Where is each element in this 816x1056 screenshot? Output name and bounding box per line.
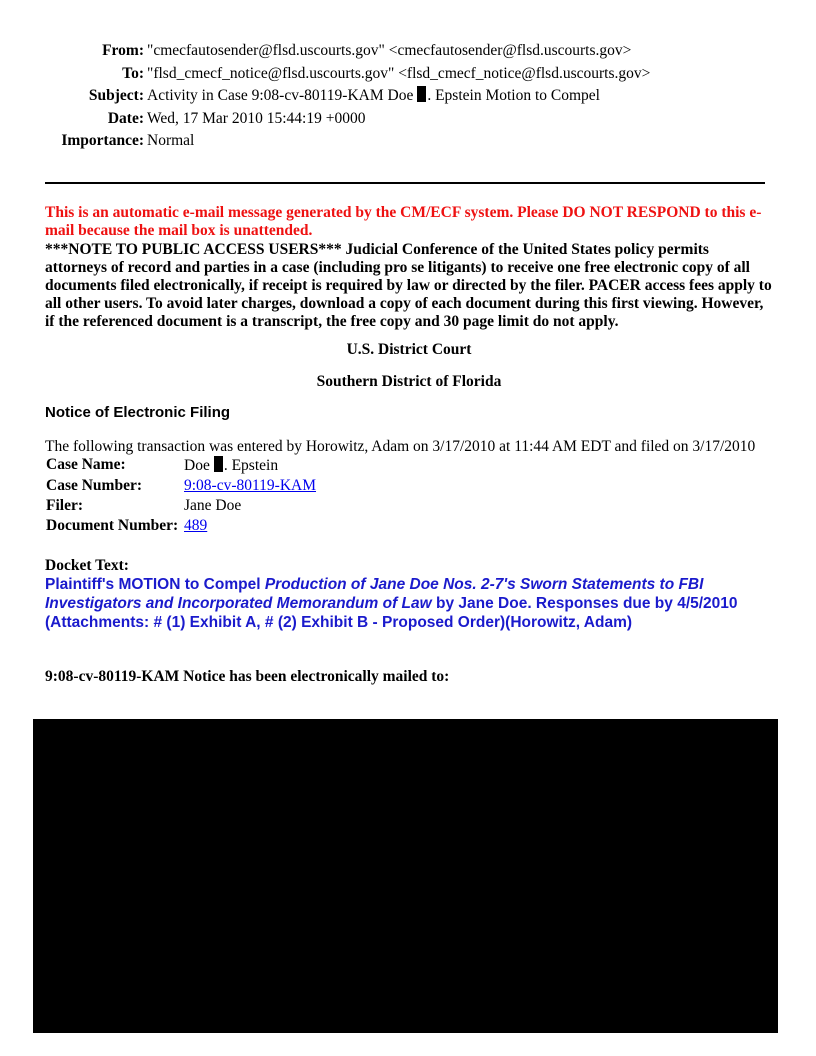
importance-label: Importance: xyxy=(61,132,144,149)
subject-text-end: . Epstein Motion to Compel xyxy=(427,87,600,104)
case-name-row xyxy=(46,456,318,477)
public-access-note: ***NOTE TO PUBLIC ACCESS USERS*** Judicial Conference of the United States policy permits attorneys of record and parties in a case (including pro se litigants) to receive one free electronic copy of all documents filed electronically, if receipt is required by law or directed by the filer. PACER access fees apply to all other users. To avoid later charges, download a copy of each document during this first viewing. However, if the referenced document is a transcript, the free copy and 30 page limit do not apply. xyxy=(45,241,772,330)
to-label: To: xyxy=(122,64,144,82)
document-number-row xyxy=(46,517,318,537)
to-row xyxy=(40,63,650,86)
filer-row xyxy=(46,497,318,517)
case-number-link[interactable]: 9:08-cv-80119-KAM xyxy=(184,477,317,494)
case-name-start: Doe xyxy=(184,457,210,474)
case-name-value xyxy=(184,456,318,477)
subject-row xyxy=(40,85,650,108)
importance-value: Normal xyxy=(147,132,195,149)
case-name-end: . Epstein xyxy=(223,457,279,474)
filer-value: Jane Doe xyxy=(184,497,242,514)
redacted-recipients-block xyxy=(33,719,778,1033)
case-details-table xyxy=(46,456,318,537)
docket-text xyxy=(45,575,773,632)
from-row xyxy=(40,40,650,63)
docket-text-part3: by Jane Doe. Responses due by 4/5/2010 (Attachments: # (1) Exhibit A, # (2) Exhibit B - Proposed Order)(Horowitz, Adam) xyxy=(45,595,738,631)
subject-text-start: Activity in Case 9:08-cv-80119-KAM Doe xyxy=(147,87,414,104)
docket-text-italic: Production of Jane Doe Nos. 2-7's Sworn Statements to FBI Investigators and Incorporated Memorandum of Law xyxy=(45,576,704,612)
email-headers xyxy=(40,40,650,153)
court-name: U.S. District Court xyxy=(346,341,472,358)
document-number-link[interactable]: 489 xyxy=(184,517,208,534)
date-value: Wed, 17 Mar 2010 15:44:19 +0000 xyxy=(147,109,366,127)
mailed-to-heading: 9:08-cv-80119-KAM Notice has been electronically mailed to: xyxy=(45,668,450,685)
auto-message-warning: This is an automatic e-mail message generated by the CM/ECF system. Please DO NOT RESPOND to this e-mail because the mail box is unattended. xyxy=(45,204,762,239)
importance-row xyxy=(40,130,650,153)
docket-text-label: Docket Text: xyxy=(45,557,129,574)
subject-label: Subject: xyxy=(88,87,144,104)
from-label: From: xyxy=(102,42,144,59)
header-divider xyxy=(45,182,765,184)
from-value: "cmecfautosender@flsd.uscourts.gov" <cmecfautosender@flsd.uscourts.gov> xyxy=(147,42,632,59)
to-value: "flsd_cmecf_notice@flsd.uscourts.gov" <flsd_cmecf_notice@flsd.uscourts.gov> xyxy=(147,64,651,82)
email-body xyxy=(45,204,773,686)
document-number-label: Document Number: xyxy=(46,517,179,534)
subject-value xyxy=(147,85,600,108)
case-number-row xyxy=(46,477,318,497)
docket-text-part1: Plaintiff's MOTION to Compel xyxy=(45,576,265,593)
date-label: Date: xyxy=(107,109,144,127)
redaction-mark xyxy=(214,456,223,472)
redaction-mark xyxy=(417,86,426,102)
case-number-label: Case Number: xyxy=(46,477,142,494)
court-district: Southern District of Florida xyxy=(316,373,502,390)
filer-label: Filer: xyxy=(46,497,84,514)
date-row xyxy=(40,108,650,131)
nef-title: Notice of Electronic Filing xyxy=(45,404,231,421)
transaction-text: The following transaction was entered by Horowitz, Adam on 3/17/2010 at 11:44 AM EDT and filed on 3/17/2010 xyxy=(45,438,756,455)
case-name-label: Case Name: xyxy=(46,456,126,473)
